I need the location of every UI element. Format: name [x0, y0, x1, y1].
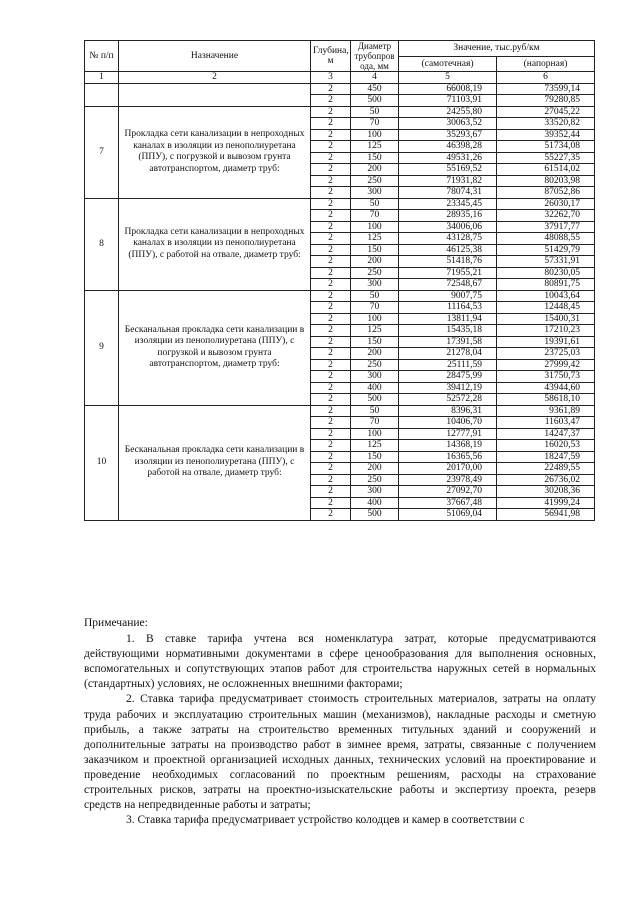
gravity-value-cell: 71103,91 — [399, 95, 497, 107]
depth-cell: 2 — [311, 129, 351, 141]
table-row — [85, 405, 595, 417]
group-number-cell: 10 — [85, 405, 119, 520]
depth-cell: 2 — [311, 118, 351, 130]
pressure-value-cell: 19391,61 — [497, 336, 595, 348]
table-row — [85, 290, 595, 302]
depth-cell: 2 — [311, 279, 351, 291]
gravity-value-cell: 78074,31 — [399, 187, 497, 199]
diameter-cell: 500 — [351, 509, 399, 521]
diameter-cell: 500 — [351, 95, 399, 107]
diameter-cell: 200 — [351, 348, 399, 360]
diameter-cell: 200 — [351, 164, 399, 176]
gravity-value-cell: 21278,04 — [399, 348, 497, 360]
diameter-cell: 70 — [351, 210, 399, 222]
table-row — [85, 83, 595, 95]
header-value: Значение, тыс.руб/км — [399, 41, 595, 57]
pressure-value-cell: 57331,91 — [497, 256, 595, 268]
pressure-value-cell: 15400,31 — [497, 313, 595, 325]
gravity-value-cell: 66008,19 — [399, 83, 497, 95]
gravity-value-cell: 15435,18 — [399, 325, 497, 337]
pressure-value-cell: 16020,53 — [497, 440, 595, 452]
gravity-value-cell: 23978,49 — [399, 474, 497, 486]
pressure-value-cell: 22489,55 — [497, 463, 595, 475]
diameter-cell: 200 — [351, 463, 399, 475]
pressure-value-cell: 14247,37 — [497, 428, 595, 440]
pressure-value-cell: 73599,14 — [497, 83, 595, 95]
group-purpose-cell — [119, 83, 311, 106]
diameter-cell: 250 — [351, 267, 399, 279]
header-index-3: 3 — [311, 72, 351, 84]
table-row — [85, 198, 595, 210]
pressure-value-cell: 43944,60 — [497, 382, 595, 394]
depth-cell: 2 — [311, 83, 351, 95]
depth-cell: 2 — [311, 371, 351, 383]
diameter-cell: 500 — [351, 394, 399, 406]
pressure-value-cell: 39352,44 — [497, 129, 595, 141]
pressure-value-cell: 26030,17 — [497, 198, 595, 210]
diameter-cell: 300 — [351, 187, 399, 199]
diameter-cell: 450 — [351, 83, 399, 95]
depth-cell: 2 — [311, 486, 351, 498]
gravity-value-cell: 13811,94 — [399, 313, 497, 325]
depth-cell: 2 — [311, 509, 351, 521]
diameter-cell: 50 — [351, 198, 399, 210]
depth-cell: 2 — [311, 164, 351, 176]
header-pressure: (напорная) — [497, 56, 595, 72]
pressure-value-cell: 79280,85 — [497, 95, 595, 107]
gravity-value-cell: 25111,59 — [399, 359, 497, 371]
depth-cell: 2 — [311, 417, 351, 429]
diameter-cell: 70 — [351, 417, 399, 429]
gravity-value-cell: 52572,28 — [399, 394, 497, 406]
depth-cell: 2 — [311, 474, 351, 486]
diameter-cell: 150 — [351, 152, 399, 164]
gravity-value-cell: 71931,82 — [399, 175, 497, 187]
diameter-cell: 125 — [351, 233, 399, 245]
depth-cell: 2 — [311, 428, 351, 440]
gravity-value-cell: 20170,00 — [399, 463, 497, 475]
diameter-cell: 125 — [351, 440, 399, 452]
group-number-cell: 8 — [85, 198, 119, 290]
depth-cell: 2 — [311, 302, 351, 314]
pressure-value-cell: 55227,35 — [497, 152, 595, 164]
pressure-value-cell: 41999,24 — [497, 497, 595, 509]
pressure-value-cell: 80230,05 — [497, 267, 595, 279]
group-purpose-cell: Прокладка сети канализации в непроходных каналах в изоляции из пенополиуретана (ППУ), с погрузкой и вывозом грунта автотранспортом, диаметр труб: — [119, 106, 311, 198]
pressure-value-cell: 48088,55 — [497, 233, 595, 245]
diameter-cell: 50 — [351, 290, 399, 302]
depth-cell: 2 — [311, 463, 351, 475]
group-purpose-cell: Бесканальная прокладка сети канализации в изоляции из пенополиуретана (ППУ), с работой на отвале, диаметр труб: — [119, 405, 311, 520]
gravity-value-cell: 23345,45 — [399, 198, 497, 210]
diameter-cell: 150 — [351, 336, 399, 348]
depth-cell: 2 — [311, 325, 351, 337]
group-number-cell — [85, 83, 119, 106]
depth-cell: 2 — [311, 267, 351, 279]
diameter-cell: 150 — [351, 451, 399, 463]
note-paragraph-2: 2. Ставка тарифа предусматривает стоимость строительных материалов, затраты на оплату труда рабочих и эксплуатацию строительных машин (механизмов), накладные расходы и сметную прибыль, а также затраты на строительство временных титульных зданий и сооружений и дополнительные затраты на производство работ в зимнее время, затраты, связанные с получением заказчиком и проектной организацией исходных данных, технических условий на проектирование и проведение необходимых согласований по проектным решениям, расходы на страхование строительных рисков, затраты на проектно-изыскательские работы и экспертизу проекта, резерв средств на непредвиденные работы и затраты; — [84, 693, 596, 812]
pressure-value-cell: 37917,77 — [497, 221, 595, 233]
diameter-cell: 300 — [351, 486, 399, 498]
gravity-value-cell: 71955,21 — [399, 267, 497, 279]
header-index-5: 5 — [399, 72, 497, 84]
header-index-2: 2 — [119, 72, 311, 84]
depth-cell: 2 — [311, 210, 351, 222]
pressure-value-cell: 17210,23 — [497, 325, 595, 337]
pressure-value-cell: 32262,70 — [497, 210, 595, 222]
gravity-value-cell: 24255,80 — [399, 106, 497, 118]
diameter-cell: 125 — [351, 141, 399, 153]
header-index-6: 6 — [497, 72, 595, 84]
depth-cell: 2 — [311, 290, 351, 302]
depth-cell: 2 — [311, 313, 351, 325]
pressure-value-cell: 27045,22 — [497, 106, 595, 118]
gravity-value-cell: 17391,58 — [399, 336, 497, 348]
diameter-cell: 400 — [351, 382, 399, 394]
depth-cell: 2 — [311, 440, 351, 452]
header-diameter: Диаметр трубопров ода, мм — [351, 41, 399, 72]
depth-cell: 2 — [311, 152, 351, 164]
gravity-value-cell: 46398,28 — [399, 141, 497, 153]
depth-cell: 2 — [311, 175, 351, 187]
pressure-value-cell: 31750,73 — [497, 371, 595, 383]
diameter-cell: 200 — [351, 256, 399, 268]
group-purpose-cell: Прокладка сети канализации в непроходных каналах в изоляции из пенополиуретана (ППУ), с работой на отвале, диаметр труб: — [119, 198, 311, 290]
gravity-value-cell: 49531,26 — [399, 152, 497, 164]
diameter-cell: 50 — [351, 405, 399, 417]
gravity-value-cell: 9007,75 — [399, 290, 497, 302]
diameter-cell: 400 — [351, 497, 399, 509]
gravity-value-cell: 46125,38 — [399, 244, 497, 256]
pressure-value-cell: 80891,75 — [497, 279, 595, 291]
diameter-cell: 100 — [351, 221, 399, 233]
depth-cell: 2 — [311, 348, 351, 360]
pressure-value-cell: 23725,03 — [497, 348, 595, 360]
gravity-value-cell: 39412,19 — [399, 382, 497, 394]
header-depth: Глубина, м — [311, 41, 351, 72]
gravity-value-cell: 28935,16 — [399, 210, 497, 222]
gravity-value-cell: 10406,70 — [399, 417, 497, 429]
depth-cell: 2 — [311, 497, 351, 509]
pressure-value-cell: 18247,59 — [497, 451, 595, 463]
diameter-cell: 300 — [351, 279, 399, 291]
diameter-cell: 100 — [351, 428, 399, 440]
gravity-value-cell: 51418,76 — [399, 256, 497, 268]
gravity-value-cell: 27092,70 — [399, 486, 497, 498]
diameter-cell: 300 — [351, 371, 399, 383]
depth-cell: 2 — [311, 336, 351, 348]
pressure-value-cell: 87052,86 — [497, 187, 595, 199]
depth-cell: 2 — [311, 187, 351, 199]
pressure-value-cell: 27999,42 — [497, 359, 595, 371]
gravity-value-cell: 30063,52 — [399, 118, 497, 130]
depth-cell: 2 — [311, 394, 351, 406]
depth-cell: 2 — [311, 244, 351, 256]
gravity-value-cell: 43128,75 — [399, 233, 497, 245]
diameter-cell: 70 — [351, 302, 399, 314]
pressure-value-cell: 12448,45 — [497, 302, 595, 314]
depth-cell: 2 — [311, 221, 351, 233]
header-index-4: 4 — [351, 72, 399, 84]
pressure-value-cell: 51429,79 — [497, 244, 595, 256]
gravity-value-cell: 35293,67 — [399, 129, 497, 141]
tariff-table — [84, 40, 595, 521]
gravity-value-cell: 51069,04 — [399, 509, 497, 521]
pressure-value-cell: 11603,47 — [497, 417, 595, 429]
pressure-value-cell: 61514,02 — [497, 164, 595, 176]
depth-cell: 2 — [311, 382, 351, 394]
depth-cell: 2 — [311, 95, 351, 107]
depth-cell: 2 — [311, 198, 351, 210]
table-body — [85, 83, 595, 520]
header-purpose: Назначение — [119, 41, 311, 72]
depth-cell: 2 — [311, 233, 351, 245]
depth-cell: 2 — [311, 106, 351, 118]
notes-title: Примечание: — [84, 617, 148, 629]
header-num: № п/п — [85, 41, 119, 72]
diameter-cell: 70 — [351, 118, 399, 130]
pressure-value-cell: 80203,98 — [497, 175, 595, 187]
gravity-value-cell: 16365,56 — [399, 451, 497, 463]
pressure-value-cell: 58618,10 — [497, 394, 595, 406]
header-index-1: 1 — [85, 72, 119, 84]
group-purpose-cell: Бесканальная прокладка сети канализации в изоляции из пенополиуретана (ППУ), с погрузкой и вывозом грунта автотранспортом, диаметр труб: — [119, 290, 311, 405]
diameter-cell: 150 — [351, 244, 399, 256]
table-row — [85, 106, 595, 118]
gravity-value-cell: 11164,53 — [399, 302, 497, 314]
group-number-cell: 9 — [85, 290, 119, 405]
diameter-cell: 250 — [351, 175, 399, 187]
note-paragraph-3: 3. Ставка тарифа предусматривает устройство колодцев и камер в соответствии с — [126, 814, 525, 827]
diameter-cell: 250 — [351, 359, 399, 371]
diameter-cell: 250 — [351, 474, 399, 486]
diameter-cell: 100 — [351, 313, 399, 325]
pressure-value-cell: 9361,89 — [497, 405, 595, 417]
depth-cell: 2 — [311, 359, 351, 371]
gravity-value-cell: 55169,52 — [399, 164, 497, 176]
gravity-value-cell: 12777,91 — [399, 428, 497, 440]
depth-cell: 2 — [311, 451, 351, 463]
diameter-cell: 100 — [351, 129, 399, 141]
pressure-value-cell: 26736,02 — [497, 474, 595, 486]
depth-cell: 2 — [311, 405, 351, 417]
pressure-value-cell: 33520,82 — [497, 118, 595, 130]
gravity-value-cell: 37667,48 — [399, 497, 497, 509]
pressure-value-cell: 56941,98 — [497, 509, 595, 521]
gravity-value-cell: 14368,19 — [399, 440, 497, 452]
gravity-value-cell: 8396,31 — [399, 405, 497, 417]
depth-cell: 2 — [311, 141, 351, 153]
depth-cell: 2 — [311, 256, 351, 268]
pressure-value-cell: 30208,36 — [497, 486, 595, 498]
pressure-value-cell: 51734,08 — [497, 141, 595, 153]
gravity-value-cell: 72548,67 — [399, 279, 497, 291]
header-gravity: (самотечная) — [399, 56, 497, 72]
notes-section — [84, 616, 596, 828]
gravity-value-cell: 28475,99 — [399, 371, 497, 383]
diameter-cell: 50 — [351, 106, 399, 118]
gravity-value-cell: 34006,06 — [399, 221, 497, 233]
diameter-cell: 125 — [351, 325, 399, 337]
note-paragraph-1: 1. В ставке тарифа учтена вся номенклатура затрат, которые предусматриваются действующими нормативными документами в сфере ценообразования для выполнения основных, вспомогательных и сопутствующих этапов работ для строительства наружных сетей в нормальных (стандартных) условиях, не осложненных внешними факторами; — [84, 633, 596, 691]
pressure-value-cell: 10043,64 — [497, 290, 595, 302]
group-number-cell: 7 — [85, 106, 119, 198]
